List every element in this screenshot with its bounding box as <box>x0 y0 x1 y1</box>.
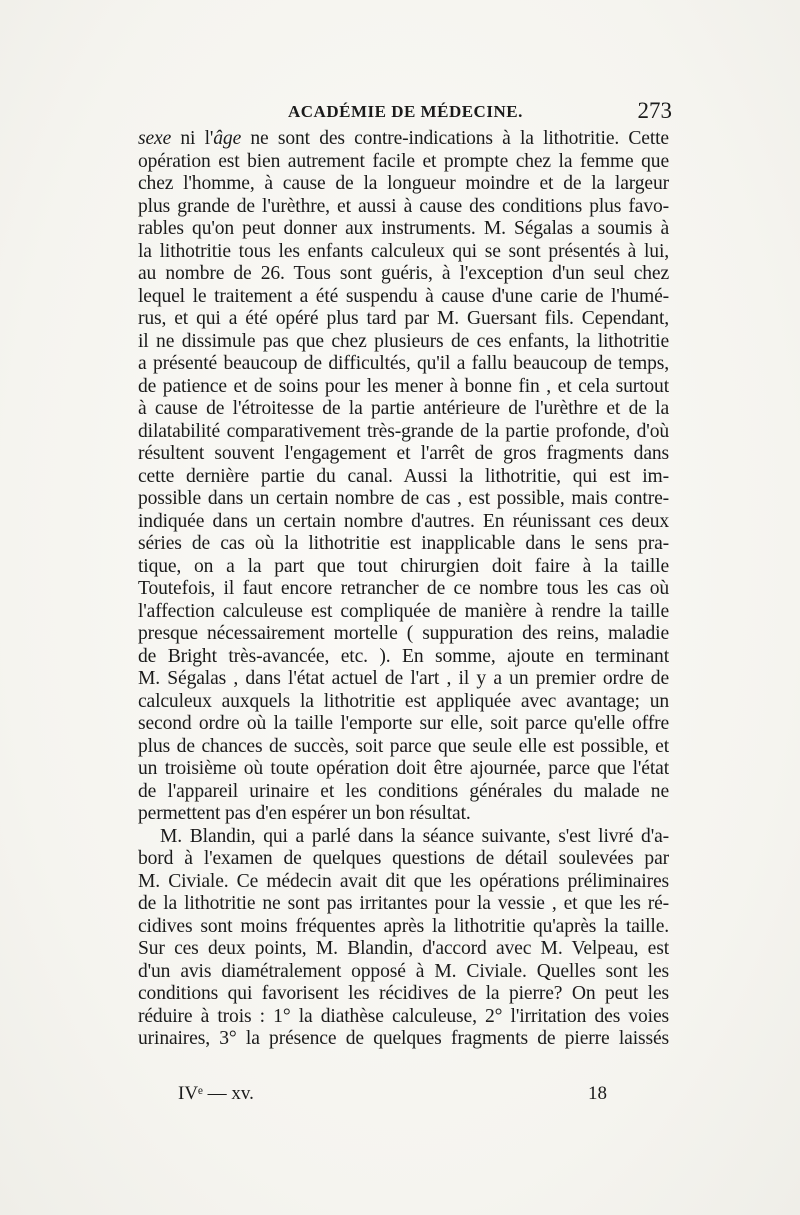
text-line: de Bright très-avancée, etc. ). En somme, ajoute en terminant <box>138 645 669 667</box>
text-line: résultent souvent l'engagement et l'arrêt de gros fragments dans <box>138 443 669 464</box>
text-line: Sur ces deux points, M. Blandin, d'accord avec M. Velpeau, est <box>138 938 669 959</box>
text-line: conditions qui favorisent les récidives de la pierre? On peut les <box>138 983 669 1004</box>
text-line: bord à l'examen de quelques questions de détail soulevées par <box>138 848 669 869</box>
text-line: M. Blandin, qui a parlé dans la séance suivante, s'est livré d'a- <box>160 825 669 847</box>
text-fragment: ni l' <box>171 128 214 149</box>
text-line: permettent pas d'en espérer un bon résultat. <box>138 803 471 824</box>
text-line: rables qu'on peut donner aux instruments. M. Ségalas a soumis à <box>138 218 669 239</box>
sheet-number: 18 <box>588 1083 607 1104</box>
text-line: de patience et de soins pour les mener à bonne fin , et cela surtout <box>138 375 669 397</box>
text-line: d'un avis diamétralement opposé à M. Civiale. Quelles sont les <box>138 960 669 982</box>
italic-word: âge <box>213 128 242 149</box>
text-line: lequel le traitement a été suspendu à cause d'une carie de l'humé- <box>138 285 669 307</box>
body-text <box>138 128 669 1051</box>
text-line: au nombre de 26. Tous sont guéris, à l'exception d'un seul chez <box>138 263 669 284</box>
text-line: cidives sont moins fréquentes après la lithotritie qu'après la taille. <box>138 915 669 937</box>
text-line: à cause de l'étroitesse de la partie antérieure de l'urèthre et de la <box>138 398 669 419</box>
text-line: plus grande de l'urèthre, et aussi à cause des conditions plus favo- <box>138 195 669 217</box>
text-line: dilatabilité comparativement très-grande de la partie profonde, d'où <box>138 420 669 442</box>
text-line: rus, et qui a été opéré plus tard par M. Guersant fils. Cependant, <box>138 308 669 329</box>
text-line: chez l'homme, à cause de la longueur moindre et de la largeur <box>138 173 669 194</box>
page-header <box>138 98 678 128</box>
text-line: réduire à trois : 1° la diathèse calculeuse, 2° l'irritation des voies <box>138 1005 669 1027</box>
text-fragment: ne sont des contre-indications à la lithotritie. Cette <box>241 128 669 149</box>
text-line: second ordre où la taille l'emporte sur elle, soit parce qu'elle offre <box>138 713 669 734</box>
text-line: séries de cas où la lithotritie est inapplicable dans le sens pra- <box>138 533 669 554</box>
text-line: il ne dissimule pas que chez plusieurs de ces enfants, la lithotritie <box>138 330 669 352</box>
text-line: de la lithotritie ne sont pas irritantes pour la vessie , et que les ré- <box>138 893 669 914</box>
text-line: un troisième où toute opération doit être ajournée, parce que l'état <box>138 758 669 779</box>
text-line: presque nécessairement mortelle ( suppuration des reins, maladie <box>138 623 669 644</box>
text-line: M. Ségalas , dans l'état actuel de l'art , il y a un premier ordre de <box>138 668 669 689</box>
text-line: M. Civiale. Ce médecin avait dit que les opérations préliminaires <box>138 870 669 892</box>
text-line: tique, on a la part que tout chirurgien doit faire à la taille <box>138 555 669 577</box>
text-line: a présenté beaucoup de difficultés, qu'il a fallu beaucoup de temps, <box>138 353 669 374</box>
text-line <box>138 128 669 151</box>
running-head: ACADÉMIE DE MÉDECINE. <box>288 102 523 121</box>
text-line: la lithotritie tous les enfants calculeux qui se sont présentés à lui, <box>138 240 669 262</box>
text-line: possible dans un certain nombre de cas , est possible, mais contre- <box>138 488 669 509</box>
page-footer <box>138 1083 669 1109</box>
text-line: l'affection calculeuse est compliquée de manière à rendre la taille <box>138 600 669 622</box>
signature-mark: IVᵉ — xv. <box>178 1083 254 1104</box>
text-line: indiquée dans un certain nombre d'autres. En réunissant ces deux <box>138 510 669 532</box>
text-line: cette dernière partie du canal. Aussi la lithotritie, qui est im- <box>138 465 669 487</box>
text-line: calculeux auxquels la lithotritie est appliquée avec avantage; un <box>138 690 669 712</box>
page-number: 273 <box>637 98 672 123</box>
italic-word: sexe <box>138 128 172 149</box>
text-line: de l'appareil urinaire et les conditions générales du malade ne <box>138 780 669 802</box>
text-line: plus de chances de succès, soit parce que seule elle est possible, et <box>138 735 669 757</box>
text-line: urinaires, 3° la présence de quelques fragments de pierre laissés <box>138 1028 669 1049</box>
text-line: Toutefois, il faut encore retrancher de ce nombre tous les cas où <box>138 578 669 599</box>
text-line: opération est bien autrement facile et prompte chez la femme que <box>138 150 669 172</box>
